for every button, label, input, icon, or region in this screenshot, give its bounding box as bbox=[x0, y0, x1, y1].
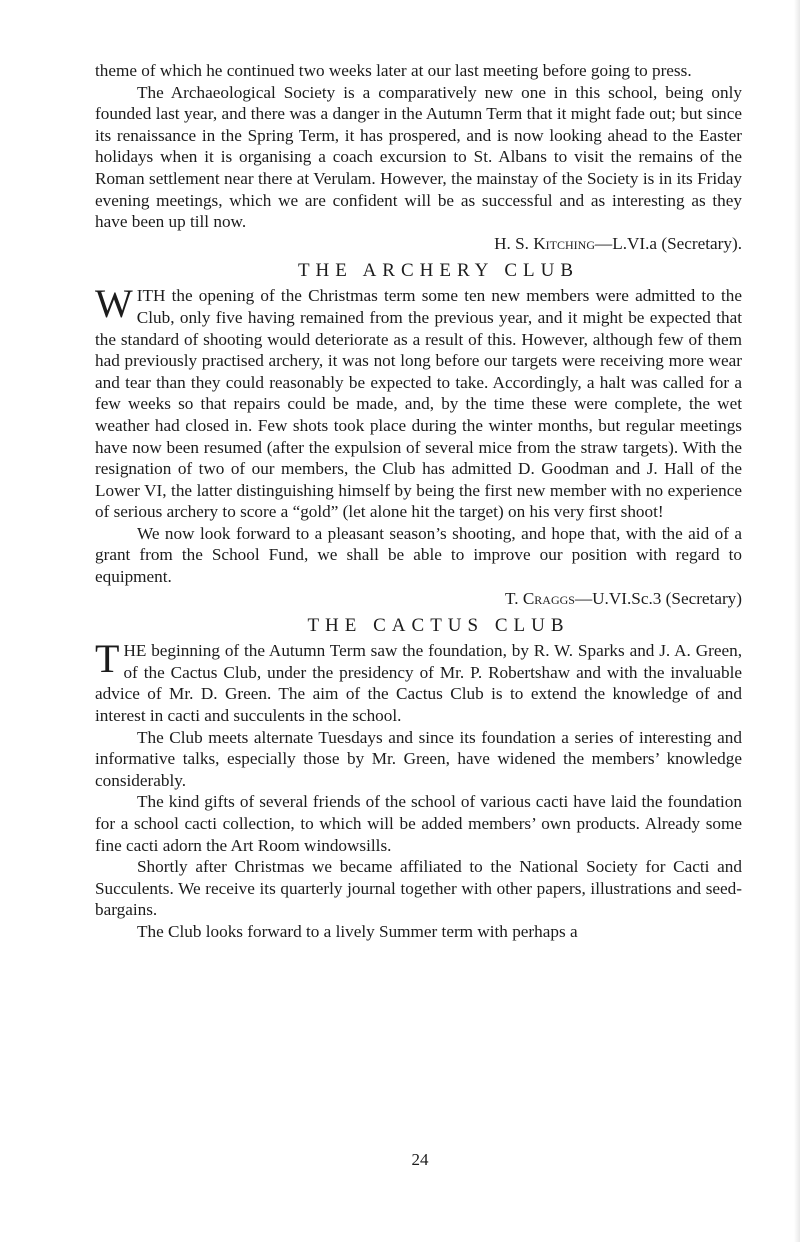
archery-paragraph-2: We now look forward to a pleasant season’s shooting, and hope that, with the aid of a grant from the School Fund, we shall be able to improve our position with regard to equipment. bbox=[95, 523, 742, 587]
page-body bbox=[95, 60, 742, 943]
cactus-paragraph-5: The Club looks forward to a lively Summer term with perhaps a bbox=[137, 921, 578, 941]
archaeology-paragraph: The Archaeological Society is a comparatively new one in this school, being only founded last year, and there was a danger in the Autumn Term that it might fade out; but since its renaissance in the Spring Term, it has prospered, and is now looking ahead to the Easter holidays when it is organising a coach excursion to St. Albans to visit the remains of the Roman settlement near there at Verulam. However, the mainstay of the Society is in its Friday evening meetings, which we are confident will be as successful and as interesting as they have been up till now. bbox=[95, 82, 742, 232]
signature-role: —L.VI.a (Secretary). bbox=[595, 233, 742, 253]
archery-paragraph-1-text: ITH the opening of the Christmas term some ten new members were admitted to the Club, only five having remained from the previous year, and it might be expected that the standard of shooting would deteriorate as a result of this. However, although few of them had previously practised archery, it was not long before our targets were receiving more wear and tear than they could reasonably be expected to take. Accordingly, a halt was called for a few weeks so that repairs could be made, and, by the time these were complete, the wet weather had closed in. Few shots took place during the winter months, but regular meetings have now been resumed (after the expulsion of several mice from the straw targets). With the resignation of two of our members, the Club has admitted D. Goodman and J. Hall of the Lower VI, the latter distinguishing himself by being the first new member with no experience of serious archery to score a “gold” (let alone hit the target) on his very first shoot! bbox=[95, 286, 742, 522]
archery-signature bbox=[95, 588, 742, 610]
cactus-paragraph-1-text: HE beginning of the Autumn Term saw the foundation, by R. W. Sparks and J. A. Green, of the Cactus Club, under the presidency of Mr. P. Robertshaw and with the invaluable advice of Mr. D. Green. The aim of the Cactus Club is to extend the knowledge of and interest in cacti and succulents in the school. bbox=[95, 641, 742, 726]
page-number: 24 bbox=[411, 1150, 429, 1169]
signature-initials: H. S. bbox=[494, 233, 529, 253]
cactus-paragraph-1 bbox=[95, 636, 742, 726]
archery-paragraph-1 bbox=[95, 281, 742, 523]
archery-heading: THE ARCHERY CLUB bbox=[297, 260, 580, 282]
cactus-paragraph-3: The kind gifts of several friends of the school of various cacti have laid the foundation for a school cacti collection, to which will be added members’ own products. Already some fine cacti adorn the Art Room windowsills. bbox=[95, 792, 742, 855]
continued-paragraph: theme of which he continued two weeks later at our last meeting before going to press. bbox=[95, 61, 692, 80]
cactus-paragraph-4: Shortly after Christmas we became affiliated to the National Society for Cacti and Succulents. We receive its quarterly journal together with other papers, illustrations and seed-bargains. bbox=[95, 857, 742, 920]
signature-role: —U.VI.Sc.3 (Secretary) bbox=[574, 588, 742, 608]
cactus-heading: THE CACTUS CLUB bbox=[307, 615, 570, 637]
page-edge-shadow bbox=[794, 0, 800, 1242]
cactus-paragraph-2: The Club meets alternate Tuesdays and since its foundation a series of interesting and informative talks, especially those by Mr. Green, have widened the members’ knowledge considerably. bbox=[95, 727, 742, 790]
signature-name: Kitching bbox=[533, 233, 596, 253]
cactus-dropcap: T bbox=[95, 636, 120, 682]
signature-initials: T. bbox=[504, 588, 519, 608]
signature-name: Craggs bbox=[522, 588, 575, 608]
archery-dropcap: W bbox=[95, 281, 133, 327]
archaeology-signature bbox=[95, 233, 742, 255]
